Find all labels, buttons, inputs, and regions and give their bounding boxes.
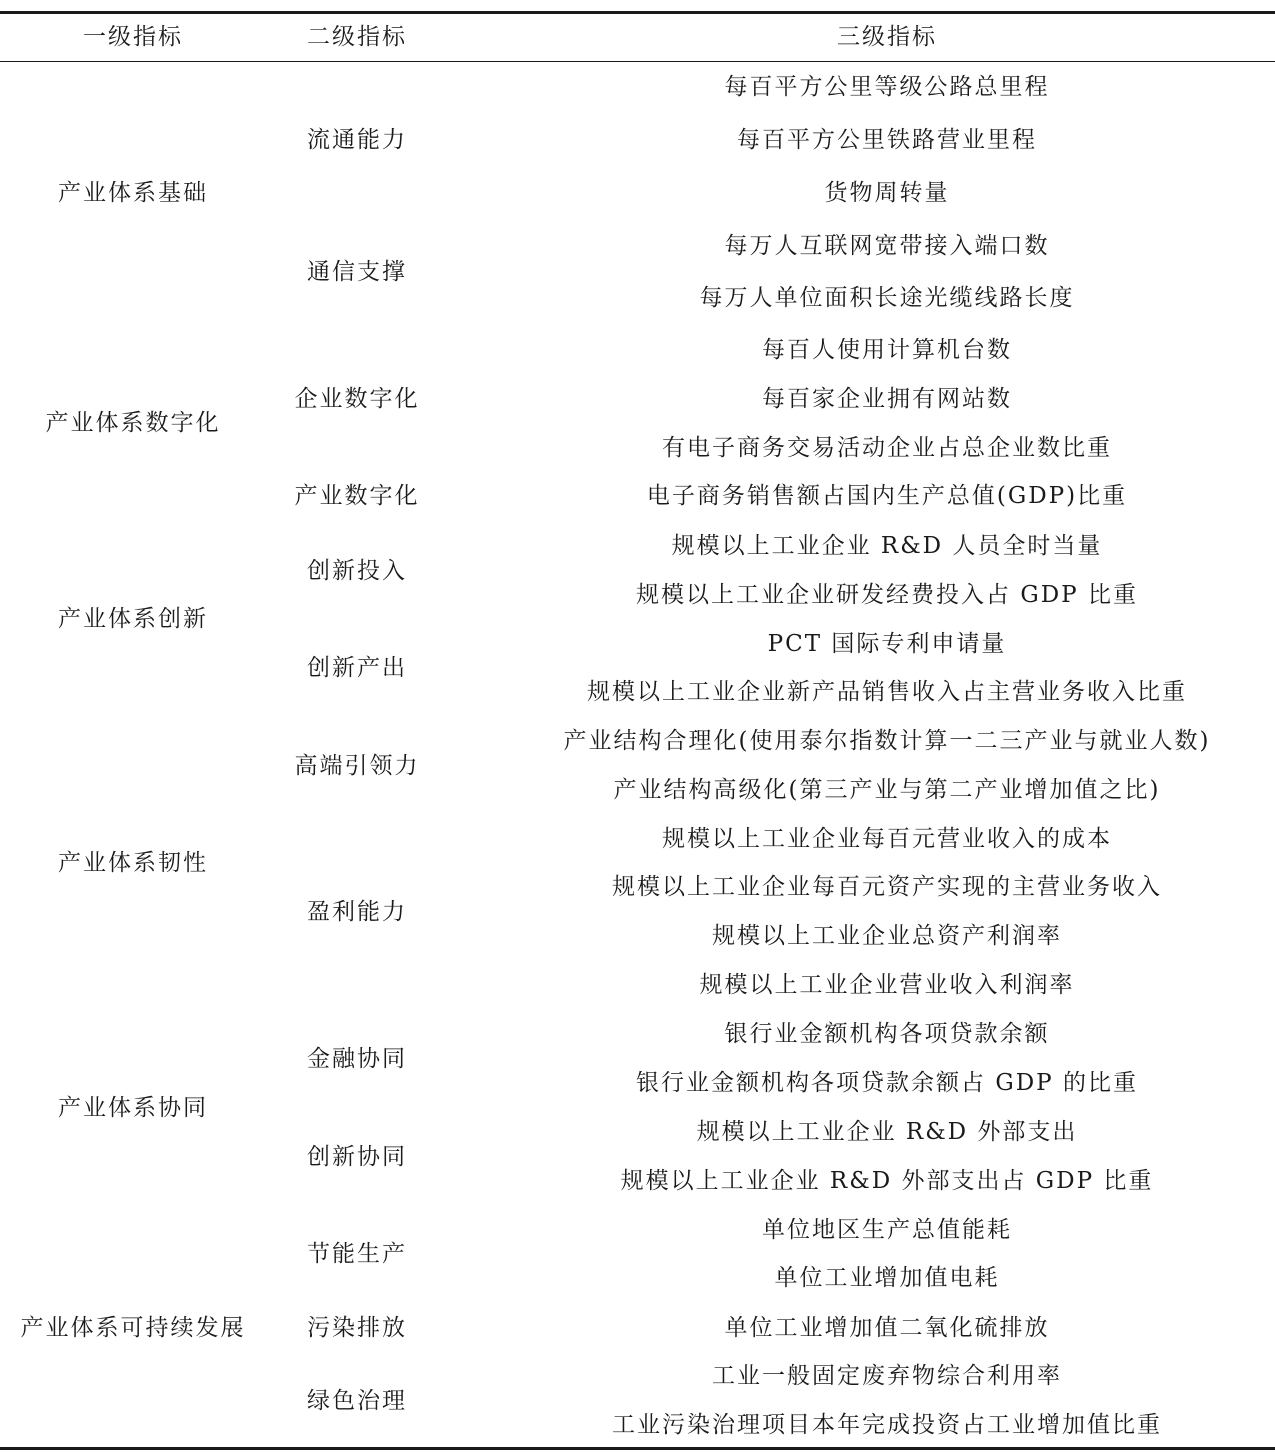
level3-indicator: 银行业金额机构各项贷款余额占 GDP 的比重 bbox=[636, 1070, 1138, 1096]
level3-indicator: 每百平方公里等级公路总里程 bbox=[724, 74, 1050, 100]
level3-indicator: 规模以上工业企业新产品销售收入占主营业务收入比重 bbox=[587, 679, 1187, 705]
level2-indicator: 金融协同 bbox=[307, 1045, 407, 1072]
header-level3: 三级指标 bbox=[837, 24, 937, 50]
level3-indicator: PCT 国际专利申请量 bbox=[767, 631, 1007, 657]
level1-indicator: 产业体系协同 bbox=[58, 1094, 208, 1121]
table-top-rule bbox=[0, 11, 1275, 14]
level3-indicator: 电子商务销售额占国内生产总值(GDP)比重 bbox=[646, 483, 1128, 509]
level1-indicator: 产业体系数字化 bbox=[45, 410, 221, 436]
header-level1: 一级指标 bbox=[83, 24, 183, 50]
level2-indicator: 创新投入 bbox=[307, 557, 407, 584]
level2-indicator: 创新协同 bbox=[307, 1143, 407, 1170]
level3-indicator: 规模以上工业企业每百元资产实现的主营业务收入 bbox=[612, 874, 1162, 900]
level3-indicator: 工业一般固定废弃物综合利用率 bbox=[712, 1363, 1062, 1389]
level3-indicator: 有电子商务交易活动企业占总企业数比重 bbox=[662, 435, 1112, 461]
level1-indicator: 产业体系韧性 bbox=[58, 850, 208, 876]
level1-indicator: 产业体系基础 bbox=[58, 179, 208, 206]
level2-indicator: 通信支撑 bbox=[307, 259, 407, 285]
level3-indicator: 单位工业增加值二氧化硫排放 bbox=[724, 1315, 1050, 1341]
level2-indicator: 高端引领力 bbox=[294, 752, 420, 779]
level3-indicator: 每百人使用计算机台数 bbox=[762, 337, 1012, 363]
table-header-rule bbox=[0, 61, 1275, 62]
level2-indicator: 创新产出 bbox=[307, 655, 407, 681]
level2-indicator: 污染排放 bbox=[307, 1315, 407, 1341]
level3-indicator: 规模以上工业企业每百元营业收入的成本 bbox=[662, 826, 1112, 852]
level3-indicator: 产业结构合理化(使用泰尔指数计算一二三产业与就业人数) bbox=[563, 728, 1211, 754]
level2-indicator: 流通能力 bbox=[307, 127, 407, 153]
table-bottom-rule bbox=[0, 1447, 1275, 1450]
header-level2: 二级指标 bbox=[307, 24, 407, 50]
level2-indicator: 企业数字化 bbox=[294, 386, 420, 412]
level3-indicator: 规模以上工业企业营业收入利润率 bbox=[699, 972, 1075, 998]
level2-indicator: 盈利能力 bbox=[307, 899, 407, 925]
level2-indicator: 节能生产 bbox=[307, 1241, 407, 1267]
level1-indicator: 产业体系可持续发展 bbox=[20, 1314, 246, 1341]
level3-indicator: 产业结构高级化(第三产业与第二产业增加值之比) bbox=[613, 777, 1161, 803]
level3-indicator: 银行业金额机构各项贷款余额 bbox=[724, 1021, 1050, 1047]
level3-indicator: 规模以上工业企业研发经费投入占 GDP 比重 bbox=[636, 582, 1138, 608]
level3-indicator: 规模以上工业企业 R&D 外部支出占 GDP 比重 bbox=[620, 1168, 1154, 1194]
level3-indicator: 每百平方公里铁路营业里程 bbox=[737, 127, 1037, 153]
level3-indicator: 货物周转量 bbox=[824, 180, 950, 206]
level2-indicator: 绿色治理 bbox=[307, 1387, 407, 1414]
level1-indicator: 产业体系创新 bbox=[58, 606, 208, 632]
level3-indicator: 每万人互联网宽带接入端口数 bbox=[724, 233, 1050, 259]
level3-indicator: 单位工业增加值电耗 bbox=[774, 1265, 1000, 1291]
level3-indicator: 规模以上工业企业总资产利润率 bbox=[712, 923, 1062, 949]
level3-indicator: 每百家企业拥有网站数 bbox=[762, 386, 1012, 412]
level3-indicator: 规模以上工业企业 R&D 外部支出 bbox=[696, 1119, 1078, 1145]
level2-indicator: 产业数字化 bbox=[294, 483, 420, 509]
level3-indicator: 每万人单位面积长途光缆线路长度 bbox=[699, 285, 1075, 311]
level3-indicator: 工业污染治理项目本年完成投资占工业增加值比重 bbox=[612, 1412, 1162, 1438]
level3-indicator: 规模以上工业企业 R&D 人员全时当量 bbox=[671, 533, 1103, 559]
level3-indicator: 单位地区生产总值能耗 bbox=[762, 1217, 1012, 1243]
